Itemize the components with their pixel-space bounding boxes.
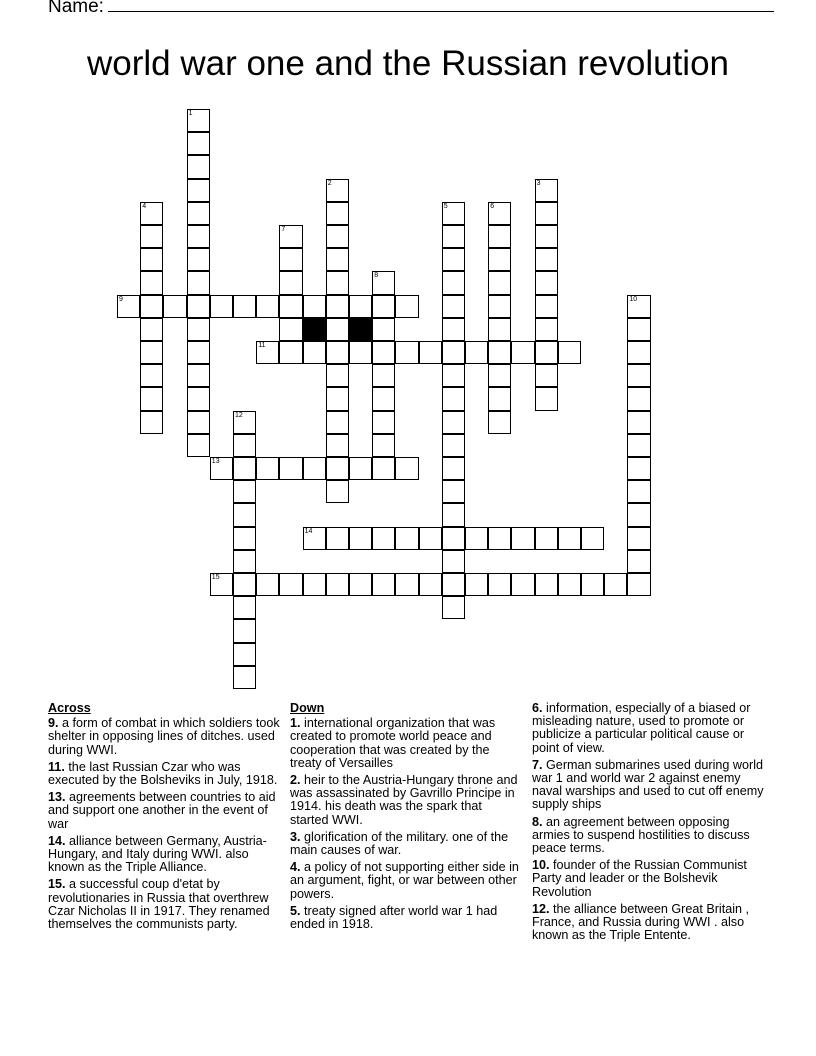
grid-cell[interactable] <box>372 295 395 318</box>
grid-cell[interactable] <box>535 341 558 364</box>
grid-cell[interactable] <box>233 573 256 596</box>
grid-cell[interactable] <box>279 295 302 318</box>
grid-cell[interactable] <box>233 619 256 642</box>
grid-cell[interactable] <box>535 387 558 410</box>
grid-cell[interactable] <box>488 387 511 410</box>
grid-cell[interactable] <box>372 341 395 364</box>
clue-number: 7 <box>281 226 286 233</box>
grid-cell[interactable] <box>535 248 558 271</box>
grid-cell[interactable] <box>187 248 210 271</box>
grid-cell[interactable] <box>163 295 186 318</box>
grid-cell[interactable] <box>627 411 650 434</box>
grid-block-cell <box>303 318 326 341</box>
grid-cell[interactable] <box>535 202 558 225</box>
grid-cell[interactable] <box>488 271 511 294</box>
clue-number: 1 <box>188 110 193 117</box>
grid-cell[interactable] <box>233 434 256 457</box>
grid-cell[interactable] <box>581 573 604 596</box>
grid-cell[interactable] <box>140 387 163 410</box>
grid-cell[interactable] <box>442 434 465 457</box>
grid-block-cell <box>349 318 372 341</box>
clue-across-9: 9. a form of combat in which soldiers took shelter in opposing lines of ditches. used during WWI. <box>48 716 280 757</box>
grid-cell[interactable] <box>279 573 302 596</box>
grid-cell[interactable] <box>627 434 650 457</box>
grid-cell[interactable] <box>140 411 163 434</box>
clue-across-13: 13. agreements between countries to aid and support one another in the event of war <box>48 790 276 831</box>
grid-cell[interactable] <box>442 527 465 550</box>
grid-cell[interactable] <box>535 295 558 318</box>
grid-cell[interactable] <box>511 573 534 596</box>
grid-cell[interactable] <box>511 341 534 364</box>
grid-cell[interactable] <box>187 155 210 178</box>
grid-cell[interactable] <box>442 573 465 596</box>
grid-cell[interactable] <box>140 295 163 318</box>
grid-cell[interactable] <box>442 225 465 248</box>
grid-cell[interactable] <box>372 411 395 434</box>
grid-cell[interactable] <box>535 225 558 248</box>
grid-cell[interactable] <box>233 527 256 550</box>
grid-cell[interactable] <box>187 202 210 225</box>
grid-cell[interactable] <box>233 643 256 666</box>
grid-cell[interactable] <box>187 387 210 410</box>
grid-cell[interactable] <box>395 527 418 550</box>
grid-cell[interactable] <box>326 225 349 248</box>
grid-cell[interactable] <box>511 527 534 550</box>
clue-across-14: 14. alliance between Germany, Austria-Hungary, and Italy during WWI. also known as the Triple Alliance. <box>48 833 267 875</box>
grid-cell[interactable] <box>488 295 511 318</box>
grid-cell[interactable] <box>210 295 233 318</box>
grid-cell[interactable] <box>488 225 511 248</box>
grid-cell[interactable] <box>326 480 349 503</box>
grid-cell[interactable] <box>326 341 349 364</box>
grid-cell[interactable] <box>488 527 511 550</box>
grid-cell[interactable] <box>303 457 326 480</box>
clue-number: 13 <box>211 458 220 465</box>
grid-cell[interactable] <box>395 457 418 480</box>
grid-cell[interactable] <box>465 527 488 550</box>
grid-cell[interactable] <box>303 295 326 318</box>
grid-cell[interactable] <box>442 457 465 480</box>
grid-cell[interactable] <box>279 318 302 341</box>
grid-cell[interactable] <box>233 295 256 318</box>
grid-cell[interactable] <box>627 341 650 364</box>
grid-cell[interactable] <box>349 527 372 550</box>
grid-cell[interactable] <box>372 434 395 457</box>
grid-cell[interactable] <box>349 295 372 318</box>
grid-cell[interactable] <box>442 202 465 225</box>
clue-number: 3 <box>536 179 541 187</box>
name-label: Name: <box>48 0 104 17</box>
grid-cell[interactable] <box>372 271 395 294</box>
grid-cell[interactable] <box>442 550 465 573</box>
grid-cell[interactable] <box>442 318 465 341</box>
grid-cell[interactable] <box>233 503 256 526</box>
clue-down-3: 3. glorification of the military. one of the main causes of war. <box>290 829 509 858</box>
grid-cell[interactable] <box>140 202 163 225</box>
clue-down-12: 12. the alliance between Great Britain , France, and Russia during WWI . also known as the Triple Entente. <box>532 901 750 943</box>
grid-cell[interactable] <box>326 271 349 294</box>
grid-cell[interactable] <box>187 411 210 434</box>
clue-number: 10 <box>629 295 638 303</box>
grid-cell[interactable] <box>279 225 302 248</box>
grid-cell[interactable] <box>279 341 302 364</box>
grid-cell[interactable] <box>187 295 210 318</box>
grid-cell[interactable] <box>442 411 465 434</box>
grid-cell[interactable] <box>465 573 488 596</box>
grid-cell[interactable] <box>187 341 210 364</box>
grid-cell[interactable] <box>442 503 465 526</box>
grid-cell[interactable] <box>117 295 140 318</box>
grid-cell[interactable] <box>535 527 558 550</box>
grid-cell[interactable] <box>627 457 650 480</box>
clue-number: 6 <box>490 202 495 210</box>
down-clues <box>290 702 520 935</box>
grid-cell[interactable] <box>488 364 511 387</box>
grid-cell[interactable] <box>627 318 650 341</box>
grid-cell[interactable] <box>442 480 465 503</box>
clue-number: 14 <box>304 527 313 535</box>
clue-number: 4 <box>142 202 147 210</box>
grid-cell[interactable] <box>140 364 163 387</box>
grid-cell[interactable] <box>372 318 395 341</box>
clue-number: 9 <box>119 295 123 303</box>
grid-cell[interactable] <box>535 364 558 387</box>
grid-cell[interactable] <box>233 457 256 480</box>
grid-cell[interactable] <box>326 411 349 434</box>
grid-cell[interactable] <box>326 179 349 202</box>
grid-cell[interactable] <box>372 387 395 410</box>
grid-cell[interactable] <box>279 248 302 271</box>
grid-cell[interactable] <box>187 271 210 294</box>
grid-cell[interactable] <box>303 573 326 596</box>
clue-number: 15 <box>211 574 220 581</box>
grid-cell[interactable] <box>627 387 650 410</box>
clue-down-4: 4. a policy of not supporting either side in an argument, fight, or war between other powers. <box>290 860 519 901</box>
clue-down-8: 8. an agreement between opposing armies to suspend hostilities to discuss peace terms. <box>532 814 750 856</box>
grid-cell[interactable] <box>233 596 256 619</box>
grid-cell[interactable] <box>256 457 279 480</box>
grid-cell[interactable] <box>326 457 349 480</box>
grid-cell[interactable] <box>256 573 279 596</box>
grid-cell[interactable] <box>140 318 163 341</box>
grid-cell[interactable] <box>535 179 558 202</box>
grid-cell[interactable] <box>627 480 650 503</box>
grid-cell[interactable] <box>395 295 418 318</box>
grid-cell[interactable] <box>326 573 349 596</box>
page-title: world war one and the Russian revolution <box>86 44 730 83</box>
clue-number: 12 <box>235 411 243 419</box>
grid-cell[interactable] <box>558 341 581 364</box>
grid-cell[interactable] <box>326 318 349 341</box>
clue-down-7: 7. German submarines used during world war 1 and world war 2 against enemy naval warships and used to cut off enemy supply ships <box>532 757 764 812</box>
grid-cell[interactable] <box>442 248 465 271</box>
grid-cell[interactable] <box>558 527 581 550</box>
clue-down-10: 10. founder of the Russian Communist Party and leader or the Bolshevik Revolution <box>532 858 747 899</box>
grid-cell[interactable] <box>233 480 256 503</box>
grid-cell[interactable] <box>210 573 233 596</box>
grid-cell[interactable] <box>326 295 349 318</box>
clue-down-2: 2. heir to the Austria-Hungary throne and was assassinated by Gavrillo Principe in 1914. his death was the spark that started WWI. <box>290 773 518 827</box>
grid-cell[interactable] <box>372 364 395 387</box>
grid-cell[interactable] <box>627 295 650 318</box>
grid-cell[interactable] <box>442 271 465 294</box>
grid-cell[interactable] <box>326 434 349 457</box>
grid-cell[interactable] <box>627 527 650 550</box>
grid-cell[interactable] <box>140 271 163 294</box>
clue-across-15: 15. a successful coup d'etat by revolutionaries in Russia that overthrew Czar Nicholas II in 1917. They renamed themselves the communists party. <box>48 877 270 932</box>
clue-down-6: 6. information, especially of a biased or misleading nature, used to promote or publicize a particular political cause or point of view. <box>532 701 751 755</box>
down-clues-continued <box>532 702 768 946</box>
grid-cell[interactable] <box>535 318 558 341</box>
grid-cell[interactable] <box>372 573 395 596</box>
grid-cell[interactable] <box>233 666 256 689</box>
grid-cell[interactable] <box>488 202 511 225</box>
grid-cell[interactable] <box>372 527 395 550</box>
grid-cell[interactable] <box>372 457 395 480</box>
grid-cell[interactable] <box>627 573 650 596</box>
grid-cell[interactable] <box>233 550 256 573</box>
clue-across-11: 11. the last Russian Czar who was executed by the Bolsheviks in July, 1918. <box>48 759 278 788</box>
grid-cell[interactable] <box>349 573 372 596</box>
grid-cell[interactable] <box>187 318 210 341</box>
grid-cell[interactable] <box>140 225 163 248</box>
grid-cell[interactable] <box>419 527 442 550</box>
grid-cell[interactable] <box>187 434 210 457</box>
grid-cell[interactable] <box>395 573 418 596</box>
down-heading: Down <box>290 701 325 715</box>
grid-cell[interactable] <box>187 179 210 202</box>
grid-cell[interactable] <box>488 318 511 341</box>
grid-cell[interactable] <box>442 341 465 364</box>
grid-cell[interactable] <box>140 248 163 271</box>
grid-cell[interactable] <box>442 364 465 387</box>
grid-cell[interactable] <box>303 527 326 550</box>
grid-cell[interactable] <box>419 341 442 364</box>
grid-cell[interactable] <box>349 457 372 480</box>
grid-cell[interactable] <box>442 596 465 619</box>
grid-cell[interactable] <box>187 225 210 248</box>
grid-cell[interactable] <box>488 341 511 364</box>
grid-cell[interactable] <box>326 364 349 387</box>
grid-cell[interactable] <box>326 527 349 550</box>
grid-cell[interactable] <box>627 503 650 526</box>
grid-cell[interactable] <box>604 573 627 596</box>
grid-cell[interactable] <box>326 202 349 225</box>
grid-cell[interactable] <box>419 573 442 596</box>
grid-cell[interactable] <box>535 573 558 596</box>
grid-cell[interactable] <box>233 411 256 434</box>
clue-down-1: 1. international organization that was created to promote world peace and cooperation that was created by the treaty of Versailles <box>290 716 496 770</box>
grid-cell[interactable] <box>303 341 326 364</box>
grid-cell[interactable] <box>465 341 488 364</box>
grid-cell[interactable] <box>140 341 163 364</box>
grid-cell[interactable] <box>187 364 210 387</box>
grid-cell[interactable] <box>558 573 581 596</box>
grid-cell[interactable] <box>187 109 210 132</box>
grid-cell[interactable] <box>256 295 279 318</box>
grid-cell[interactable] <box>488 248 511 271</box>
clue-number: 11 <box>258 342 266 349</box>
grid-cell[interactable] <box>326 387 349 410</box>
grid-cell[interactable] <box>395 341 418 364</box>
grid-cell[interactable] <box>581 527 604 550</box>
clue-down-5: 5. treaty signed after world war 1 had ended in 1918. <box>290 903 498 932</box>
grid-cell[interactable] <box>279 271 302 294</box>
grid-cell[interactable] <box>442 295 465 318</box>
grid-cell[interactable] <box>627 550 650 573</box>
grid-cell[interactable] <box>627 364 650 387</box>
grid-cell[interactable] <box>488 573 511 596</box>
grid-cell[interactable] <box>187 132 210 155</box>
clue-number: 8 <box>374 272 379 280</box>
grid-cell[interactable] <box>256 341 279 364</box>
across-heading: Across <box>48 701 91 715</box>
grid-cell[interactable] <box>535 271 558 294</box>
grid-cell[interactable] <box>488 411 511 434</box>
across-clues <box>48 702 280 935</box>
grid-cell[interactable] <box>349 341 372 364</box>
grid-cell[interactable] <box>279 457 302 480</box>
grid-cell[interactable] <box>210 457 233 480</box>
grid-cell[interactable] <box>442 387 465 410</box>
clue-number: 5 <box>443 202 448 210</box>
clue-number: 2 <box>327 179 332 187</box>
grid-cell[interactable] <box>326 248 349 271</box>
